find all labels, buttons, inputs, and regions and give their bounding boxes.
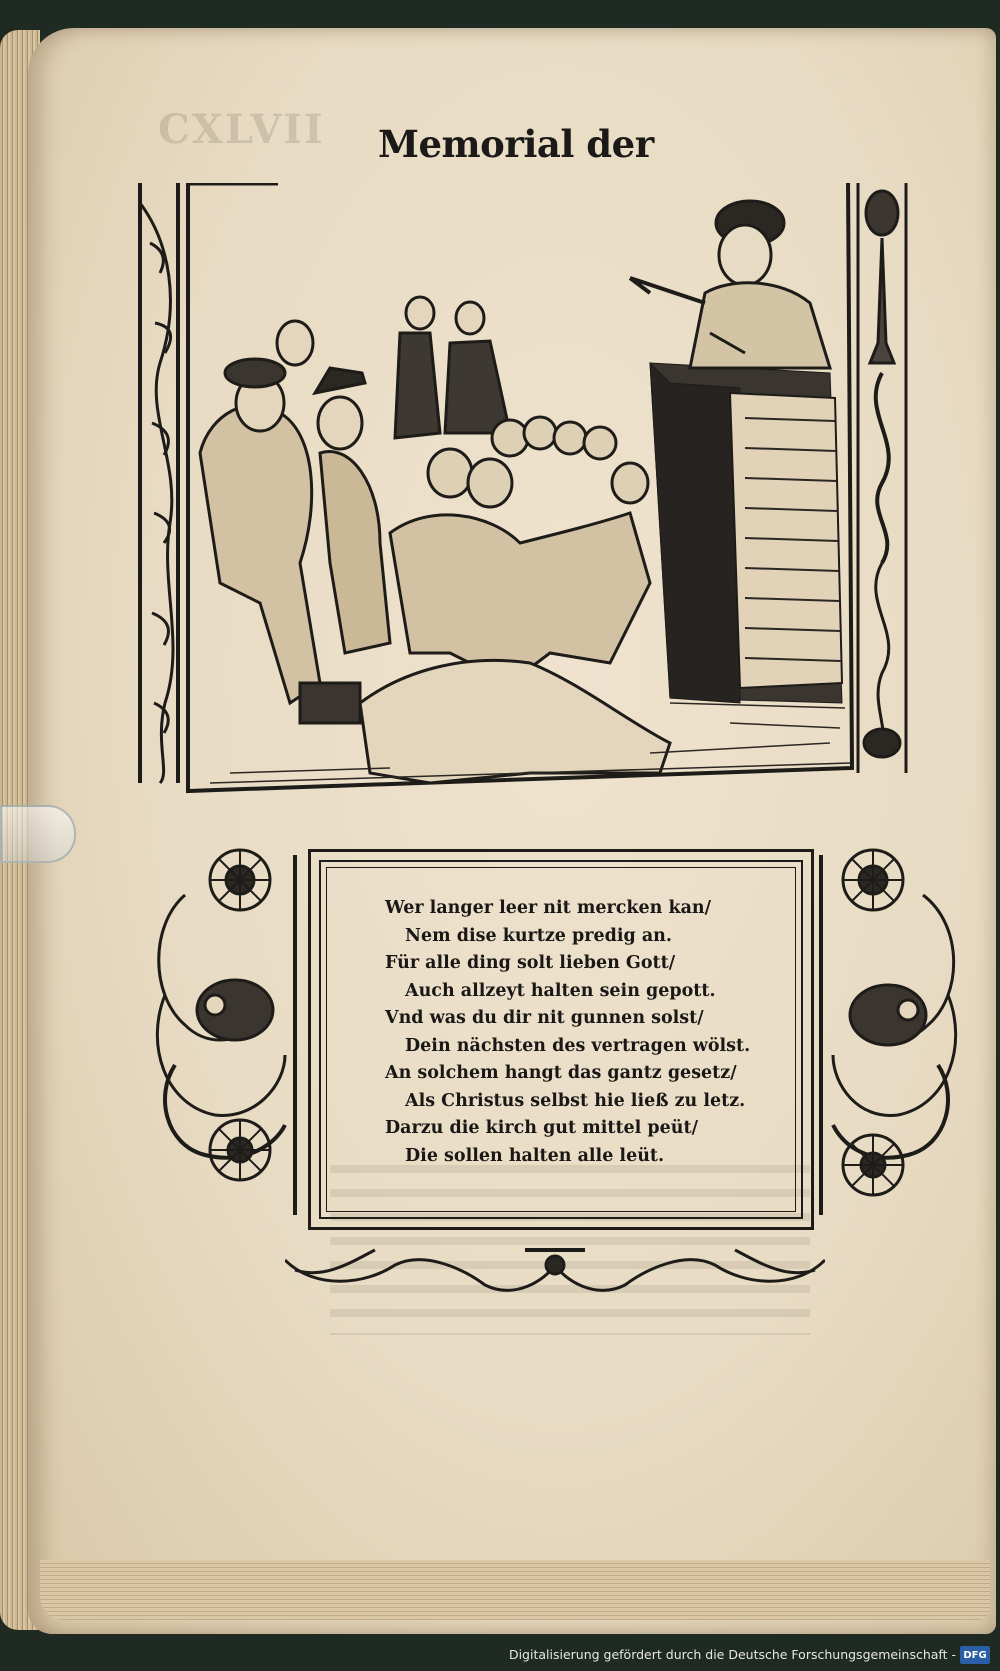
bleed-through-numeral: CXLVII xyxy=(158,106,325,153)
page-clip xyxy=(0,805,76,863)
left-foliage-border xyxy=(140,183,178,783)
verse-line: Die sollen halten alle leüt. xyxy=(405,1145,665,1166)
woodcut-svg xyxy=(130,183,968,843)
verse-line: Auch allzeyt halten sein gepott. xyxy=(405,980,716,1001)
pulpit xyxy=(650,363,842,703)
verse-cartouche xyxy=(145,845,975,1305)
verse-line: An solchem hangt das gantz gesetz/ xyxy=(385,1063,737,1083)
right-ornament-column xyxy=(858,183,906,773)
left-ram-ornament xyxy=(145,845,315,1225)
verse-line: Wer langer leer nit mercken kan/ xyxy=(385,898,712,918)
verse-line: Als Christus selbst hie ließ zu letz. xyxy=(405,1090,746,1111)
bottom-scroll-ornament xyxy=(285,1240,825,1300)
preacher xyxy=(630,201,830,368)
verse-line: Für alle ding solt lieben Gott/ xyxy=(385,953,676,973)
woodcut-sermon-illustration xyxy=(130,183,968,843)
footer-bar xyxy=(0,1640,1000,1671)
right-ram-ornament xyxy=(813,845,973,1225)
running-title: Memorial der xyxy=(378,122,654,166)
dfg-logo-icon[interactable]: DFG xyxy=(960,1646,990,1664)
verse-line: Nem dise kurtze predig an. xyxy=(405,925,672,946)
verse-line: Dein nächsten des vertragen wölst. xyxy=(405,1035,751,1056)
funding-credit: Digitalisierung gefördert durch die Deutsche Forschungsgemeinschaft - xyxy=(508,1647,956,1662)
congregation xyxy=(200,297,670,783)
page-stack-bottom xyxy=(40,1560,990,1620)
verse-line: Vnd was du dir nit gunnen solst/ xyxy=(385,1008,704,1028)
verse-line: Darzu die kirch gut mittel peüt/ xyxy=(385,1118,698,1138)
verse-text xyxy=(385,895,805,1170)
